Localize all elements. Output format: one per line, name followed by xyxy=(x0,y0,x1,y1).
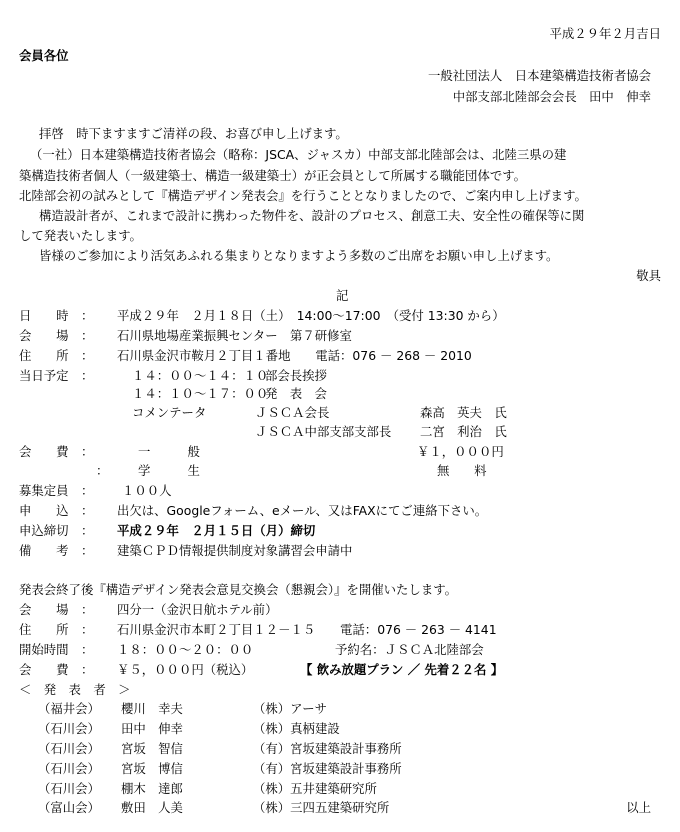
sender-name: 中部支部北陸部会会長 田中 伸幸 xyxy=(452,89,651,104)
presenter-company: （有）宮坂建築設計事務所 xyxy=(253,761,402,776)
presenter-name: 宮坂 智信 xyxy=(121,741,183,756)
party-reservation: 予約名：ＪＳＣＡ北陸部会 xyxy=(335,642,484,657)
fee-student-colon: ： xyxy=(96,463,109,478)
fee-general-label: 一 般 xyxy=(138,444,200,459)
body-line-6: して発表いたします。 xyxy=(19,228,142,243)
capacity-label: 募集定員 ： xyxy=(19,483,94,498)
presenter-company: （有）宮坂建築設計事務所 xyxy=(253,741,402,756)
presenter-name: 宮坂 博信 xyxy=(121,761,183,776)
closing-keigu: 敬具 xyxy=(636,268,661,283)
schedule-time-2: １４：１０～１７：００ xyxy=(132,386,269,401)
presenter-name: 田中 伸幸 xyxy=(121,721,183,736)
commentator-role-1: ＪＳＣＡ会長 xyxy=(255,405,330,420)
party-address-label: 住 所 ： xyxy=(19,622,94,637)
capacity-value: １００人 xyxy=(122,483,172,498)
ki-heading: 記 xyxy=(336,288,349,303)
venue-label: 会 場 ： xyxy=(19,328,94,343)
schedule-item-1: 部会長挨拶 xyxy=(265,368,327,383)
fee-general-value: ￥１，０００円 xyxy=(417,444,504,459)
party-fee-note: 【 飲み放題プラン ／ 先着２２名 】 xyxy=(300,662,504,677)
apply-value: 出欠は、Googleフォーム、eメール、又はFAXにてご連絡下さい。 xyxy=(117,503,488,518)
party-fee-value: ￥５，０００円（税込） xyxy=(117,662,254,677)
body-line-2: （一社）日本建築構造技術者協会（略称：JSCA、ジャスカ）中部支部北陸部会は、北陸三県の建 xyxy=(30,147,567,162)
body-line-1: 拝啓 時下ますますご清祥の段、お喜び申し上げます。 xyxy=(39,126,348,141)
deadline-label: 申込締切 ： xyxy=(19,523,94,538)
body-line-4: 北陸部会初の試みとして『構造デザイン発表会』を行うこととなりましたので、ご案内申し上げます。 xyxy=(19,188,587,203)
presenter-company: （株）五井建築研究所 xyxy=(253,781,377,796)
party-address-value: 石川県金沢市本町２丁目１２－１５ 電話：076 － 263 － 4141 xyxy=(117,622,497,637)
presenter-branch: （富山会） xyxy=(38,800,100,815)
end-ijou: 以上 xyxy=(626,800,651,815)
fee-label: 会 費 ： xyxy=(19,444,94,459)
schedule-item-2: 発 表 会 xyxy=(265,386,327,401)
presenter-company: （株）真柄建設 xyxy=(253,721,340,736)
date-value: 平成２９年 ２月１８日（土） 14:00～17:00 （受付 13:30 から） xyxy=(117,308,505,323)
party-fee-label: 会 費 ： xyxy=(19,662,94,677)
presenter-branch: （石川会） xyxy=(38,721,100,736)
remarks-label: 備 考 ： xyxy=(19,543,94,558)
venue-value: 石川県地場産業振興センター 第７研修室 xyxy=(117,328,352,343)
commentator-label: コメンテータ xyxy=(132,405,207,420)
party-start-label: 開始時間 ： xyxy=(19,642,94,657)
commentator-name-1: 森高 英夫 氏 xyxy=(420,405,507,420)
sender-organization: 一般社団法人 日本建築構造技術者協会 xyxy=(427,68,651,83)
party-venue-value: 四分一（金沢日航ホテル前） xyxy=(117,602,278,617)
address-value: 石川県金沢市鞍月２丁目１番地 電話：076 － 268 － 2010 xyxy=(117,348,472,363)
apply-label: 申 込 ： xyxy=(19,503,94,518)
presenter-company: （株）アーサ xyxy=(253,701,327,716)
party-intro: 発表会終了後『構造デザイン発表会意見交換会（懇親会）』を開催いたします。 xyxy=(19,582,458,597)
addressee: 会員各位 xyxy=(19,48,69,63)
schedule-time-1: １４：００～１４：１０ xyxy=(132,368,269,383)
commentator-name-2: 二宮 利治 氏 xyxy=(420,424,507,439)
body-line-5: 構造設計者が、これまで設計に携わった物件を、設計のプロセス、創意工夫、安全性の確保等に関 xyxy=(39,208,585,223)
presenter-company: （株）三四五建築研究所 xyxy=(253,800,390,815)
date-label: 日 時 ： xyxy=(19,308,94,323)
remarks-value: 建築ＣＰＤ情報提供制度対象講習会申請中 xyxy=(117,543,353,558)
fee-student-value: 無 料 xyxy=(437,463,487,478)
schedule-label: 当日予定 ： xyxy=(19,368,94,383)
fee-student-label: 学 生 xyxy=(138,463,200,478)
party-start-value: １８：００～２０：００ xyxy=(117,642,254,657)
document-date: 平成２９年２月吉日 xyxy=(549,26,661,41)
body-line-7: 皆様のご参加により活気あふれる集まりとなりますよう多数のご出席をお願い申し上げます。 xyxy=(39,248,559,263)
presenter-name: 敷田 人美 xyxy=(121,800,183,815)
presenter-branch: （石川会） xyxy=(38,781,100,796)
presenter-branch: （石川会） xyxy=(38,761,100,776)
presenters-title: ＜ 発 表 者 ＞ xyxy=(19,682,131,697)
commentator-role-2: ＪＳＣＡ中部支部支部長 xyxy=(255,424,392,439)
presenter-name: 棚木 達郎 xyxy=(121,781,183,796)
presenter-branch: （福井会） xyxy=(38,701,100,716)
address-label: 住 所 ： xyxy=(19,348,94,363)
body-line-3: 築構造技術者個人（一級建築士、構造一級建築士）が正会員として所属する職能団体です。 xyxy=(19,168,527,183)
party-venue-label: 会 場 ： xyxy=(19,602,94,617)
presenter-name: 櫻川 幸夫 xyxy=(121,701,183,716)
presenter-branch: （石川会） xyxy=(38,741,100,756)
deadline-value: 平成２９年 ２月１５日（月）締切 xyxy=(117,523,316,538)
